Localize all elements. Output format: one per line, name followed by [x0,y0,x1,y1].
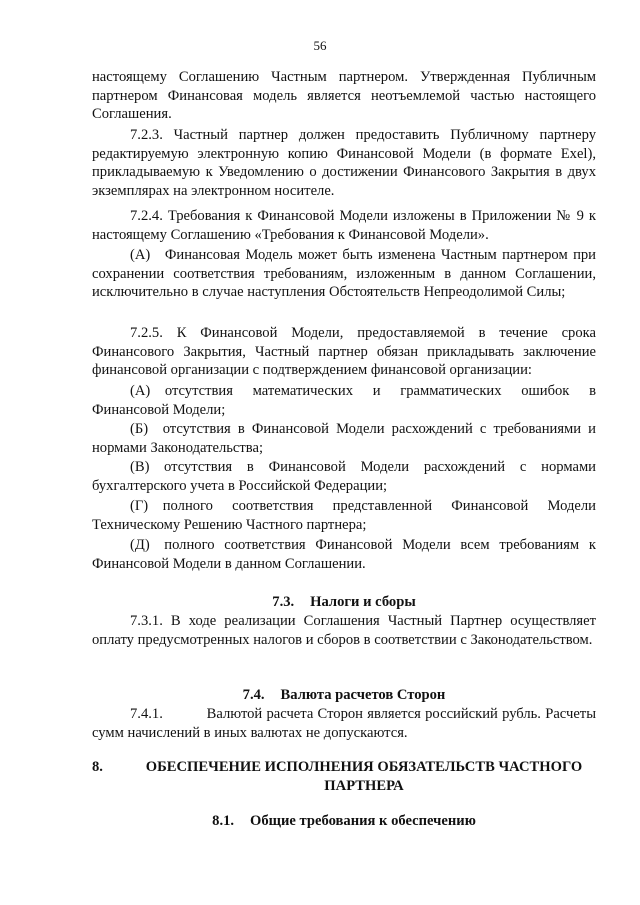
section-8-heading [92,758,596,795]
paragraph-7-2-3 [92,126,596,200]
paragraph-text: 7.3.1. В ходе реализации Соглашения Частный Партнер осуществляет оплату предусмотренных налогов и сборов в соответствии с Законодательством. [92,613,596,648]
list-item-text: (Д) полного соответствия Финансовой Модели всем требованиям к Финансовой Модели в данном Соглашении. [92,537,596,572]
list-item-v [92,458,596,495]
heading-7-3 [92,593,596,612]
heading-number: 7.3. [272,594,295,610]
heading-8-1 [92,812,596,831]
list-item-d [92,536,596,573]
paragraph-7-3-1 [92,612,596,649]
list-item-text: (В) отсутствия в Финансовой Модели расхождений с нормами бухгалтерского учета в Российской Федерации; [92,459,596,494]
paragraph-item-a [92,246,596,302]
paragraph-continuation [92,68,596,124]
paragraph-text: 7.2.5. К Финансовой Модели, предоставляемой в течение срока Финансового Закрытия, Частный партнер обязан прикладывать заключение финансовой организации с подтверждением финансовой организации: [92,325,596,379]
section-number: 8. [92,759,103,775]
paragraph-7-2-4 [92,207,596,244]
page-number: 56 [313,38,327,53]
paragraph-text: 7.2.4. Требования к Финансовой Модели изложены в Приложении № 9 к настоящему Соглашению «Требования к Финансовой Модели». [92,208,596,243]
paragraph-7-4-1 [92,705,596,742]
paragraph-text: 7.2.3. Частный партнер должен предоставить Публичному партнеру редактируемую электронную копию Финансовой Модели (в формате Exel), прикладываемую к Уведомлению о достижении Финансового Закрытия в двух экземплярах на электронном носителе. [92,127,596,199]
paragraph-text: (А) Финансовая Модель может быть изменена Частным партнером при сохранении соответствия требованиям, изложенным в данном Соглашении, исключительно в случае наступления Обстоятельств Непреодолимой Силы; [92,247,596,301]
list-item-b [92,420,596,457]
heading-title: Налоги и сборы [310,594,416,610]
heading-title: Общие требования к обеспечению [250,813,476,829]
paragraph-text: 7.4.1. Валютой расчета Сторон является российский рубль. Расчеты сумм начислений в иных валютах не допускаются. [92,706,596,741]
heading-number: 8.1. [212,813,235,829]
heading-title: Валюта расчетов Сторон [280,687,446,703]
section-title: ОБЕСПЕЧЕНИЕ ИСПОЛНЕНИЯ ОБЯЗАТЕЛЬСТВ ЧАСТНОГО ПАРТНЕРА [145,759,583,794]
list-item-text: (Б) отсутствия в Финансовой Модели расхождений с требованиями и нормами Законодательства; [92,421,596,456]
list-item-text: (А) отсутствия математических и грамматических ошибок в Финансовой Модели; [92,383,596,418]
paragraph-text: настоящему Соглашению Частным партнером. Утвержденная Публичным партнером Финансовая модель является неотъемлемой частью настоящего Соглашения. [92,69,596,123]
list-item-g [92,497,596,534]
heading-number: 7.4. [242,687,265,703]
list-item-a [92,382,596,419]
heading-7-4 [92,686,596,705]
paragraph-7-2-5 [92,324,596,380]
list-item-text: (Г) полного соответствия представленной Финансовой Модели Техническому Решению Частного партнера; [92,498,596,533]
